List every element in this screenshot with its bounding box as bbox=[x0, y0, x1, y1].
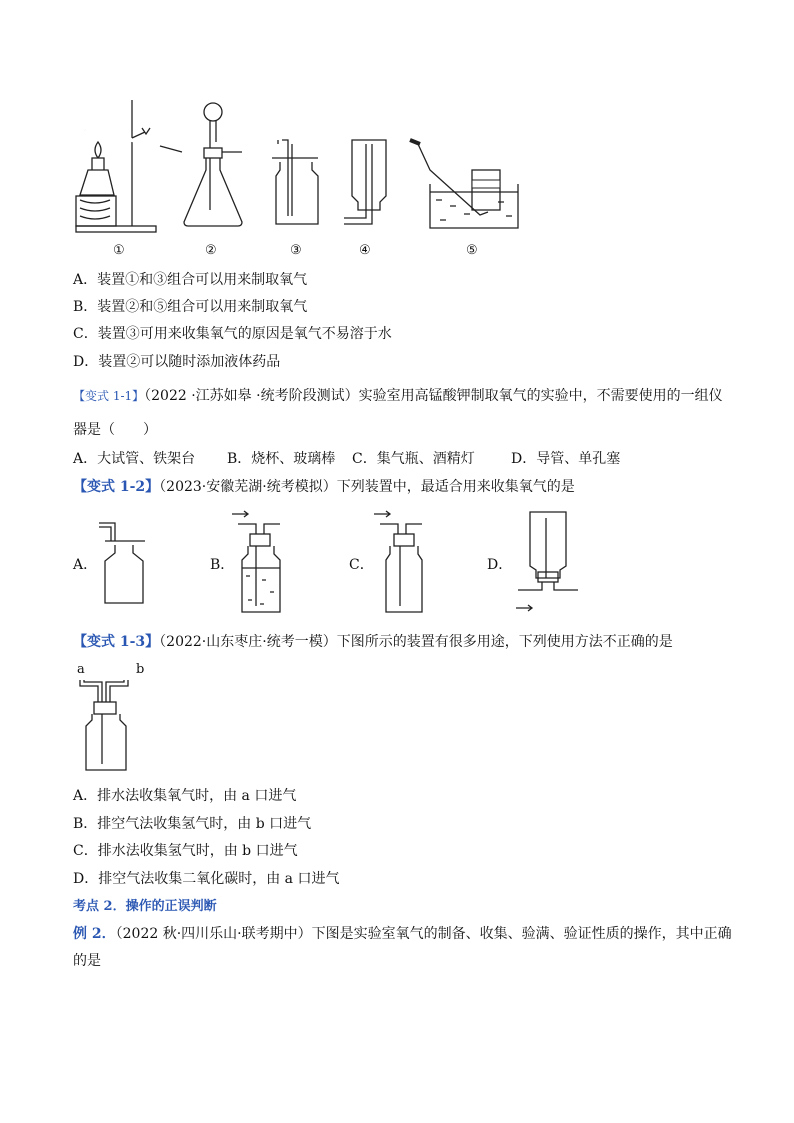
question-option-b: B．装置②和⑤组合可以用来制取氧气 bbox=[73, 299, 308, 315]
variant-1-1-text: （2022 ·江苏如皋 ·统考阶段测试）实验室用高锰酸钾制取氧气的实验中，不需要使用的一组仪 bbox=[144, 388, 723, 404]
variant-1-2-tag: 【变式 1-2】 bbox=[73, 479, 160, 495]
port-a-label: a bbox=[77, 662, 85, 677]
kaodian-2-title: 考点 2．操作的正误判断 bbox=[73, 899, 217, 914]
variant-1-1-option-c: C．集气瓶、酒精灯 bbox=[352, 451, 475, 467]
variant-1-3-option-b: B．排空气法收集氢气时，由 b 口进气 bbox=[73, 816, 312, 832]
question-option-d: D．装置②可以随时添加液体药品 bbox=[73, 354, 281, 370]
variant-1-1-option-d: D．导管、单孔塞 bbox=[511, 451, 621, 467]
apparatus-1-test-tube-heating bbox=[70, 100, 190, 240]
variant-1-1-stem bbox=[73, 387, 723, 405]
variant-1-3-text: （2022·山东枣庄·统考一模）下图所示的装置有很多用途，下列使用方法不正确的是 bbox=[159, 634, 673, 650]
apparatus-2-conical-flask-funnel bbox=[180, 100, 250, 230]
variant-1-2-text: （2023·安徽芜湖·统考模拟）下列装置中，最适合用来收集氧气的是 bbox=[159, 479, 575, 495]
question-option-a: A．装置①和③组合可以用来制取氧气 bbox=[73, 272, 308, 288]
apparatus-1-label: ① bbox=[113, 243, 125, 258]
apparatus-2-label: ② bbox=[205, 243, 217, 258]
apparatus-3-gas-bottle bbox=[272, 140, 332, 240]
variant-1-2-option-b-letter: B． bbox=[210, 557, 235, 573]
apparatus-5-water-trough bbox=[410, 140, 530, 240]
example-2-text: （2022 秋·四川乐山·联考期中）下图是实验室氧气的制备、收集、验满、验证性质的操作，其中正确 bbox=[115, 926, 732, 942]
variant-1-1-option-b: B．烧杯、玻璃棒 bbox=[227, 451, 336, 467]
variant-1-3-option-a: A．排水法收集氧气时，由 a 口进气 bbox=[73, 788, 297, 804]
variant-1-1-option-a: A．大试管、铁架台 bbox=[73, 451, 196, 467]
apparatus-3-label: ③ bbox=[290, 243, 302, 258]
variant-1-2-bottle-a bbox=[95, 517, 155, 612]
port-b-label: b bbox=[136, 662, 145, 677]
example-2-tag: 例 2． bbox=[73, 926, 116, 942]
variant-1-2-bottle-d bbox=[512, 508, 592, 618]
variant-1-2-bottle-c bbox=[370, 510, 440, 615]
variant-1-3-tag: 【变式 1-3】 bbox=[73, 634, 160, 650]
apparatus-4-label: ④ bbox=[359, 243, 371, 258]
question-option-c: C．装置③可用来收集氧气的原因是氧气不易溶于水 bbox=[73, 326, 392, 342]
variant-1-1-stem-line2: 器是（ ） bbox=[73, 422, 157, 438]
variant-1-2-option-a-letter: A． bbox=[73, 557, 98, 573]
variant-1-3-option-d: D．排空气法收集二氧化碳时，由 a 口进气 bbox=[73, 871, 340, 887]
variant-1-2-bottle-b bbox=[228, 510, 298, 615]
apparatus-5-label: ⑤ bbox=[466, 243, 478, 258]
apparatus-4-inverted-bottle bbox=[344, 140, 404, 240]
variant-1-3-option-c: C．排水法收集氢气时，由 b 口进气 bbox=[73, 843, 298, 859]
example-2-stem-line2: 的是 bbox=[73, 953, 101, 969]
variant-1-3-gas-bottle bbox=[70, 676, 150, 776]
variant-1-3-stem bbox=[73, 633, 673, 651]
variant-1-2-option-c-letter: C． bbox=[349, 557, 374, 573]
example-2-stem bbox=[73, 925, 732, 943]
variant-1-1-tag: 【变式 1-1】 bbox=[73, 389, 145, 403]
variant-1-2-option-d-letter: D． bbox=[487, 557, 513, 573]
variant-1-2-stem bbox=[73, 478, 575, 496]
